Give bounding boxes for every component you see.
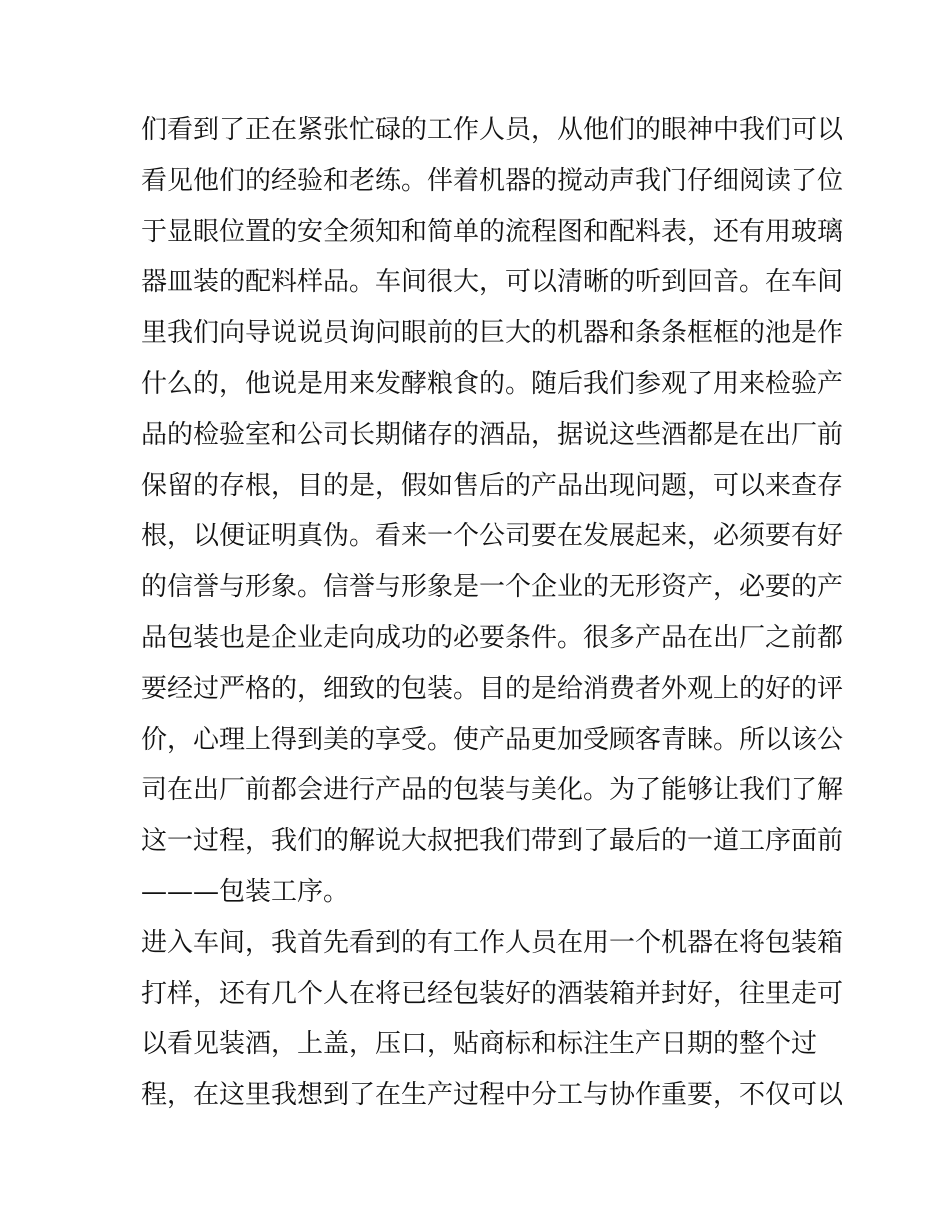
text-line: 里我们向导说说员询问眼前的巨大的机器和条条框框的池是作 <box>141 318 844 349</box>
text-line: 品的检验室和公司长期储存的酒品，据说这些酒都是在出厂前 <box>141 419 844 450</box>
text-line: 程，在这里我想到了在生产过程中分工与协作重要，不仅可以 <box>141 1080 844 1111</box>
text-line: 看见他们的经验和老练。伴着机器的搅动声我门仔细阅读了位 <box>141 165 844 196</box>
text-line: 们看到了正在紧张忙碌的工作人员，从他们的眼神中我们可以 <box>141 115 844 145</box>
text-line: 于显眼位置的安全须知和简单的流程图和配料表，还有用玻璃 <box>141 216 844 247</box>
text-line: 器皿装的配料样品。车间很大，可以清晰的听到回音。在车间 <box>141 267 844 298</box>
body-text <box>141 105 844 1121</box>
text-line: 什么的，他说是用来发酵粮食的。随后我们参观了用来检验产 <box>141 368 844 399</box>
text-line: 根，以便证明真伪。看来一个公司要在发展起来，必须要有好 <box>141 521 844 552</box>
text-line: 要经过严格的，细致的包装。目的是给消费者外观上的好的评 <box>141 673 844 704</box>
text-line: 保留的存根，目的是，假如售后的产品出现问题，可以来查存 <box>141 470 844 501</box>
text-line: ———包装工序。 <box>141 876 350 907</box>
text-line: 司在出厂前都会进行产品的包装与美化。为了能够让我们了解 <box>141 775 844 806</box>
text-line: 打样，还有几个人在将已经包装好的酒装箱并封好，往里走可 <box>141 978 844 1009</box>
text-line: 价，心理上得到美的享受。使产品更加受顾客青睐。所以该公 <box>141 724 844 755</box>
text-line: 这一过程，我们的解说大叔把我们带到了最后的一道工序面前 <box>141 826 844 857</box>
text-line: 以看见装酒，上盖，压口，贴商标和标注生产日期的整个过 <box>141 1029 818 1060</box>
text-line: 的信誉与形象。信誉与形象是一个企业的无形资产，必要的产 <box>141 572 844 603</box>
text-line: 品包装也是企业走向成功的必要条件。很多产品在出厂之前都 <box>141 622 844 653</box>
text-line: 进入车间，我首先看到的有工作人员在用一个机器在将包装箱 <box>141 927 844 958</box>
